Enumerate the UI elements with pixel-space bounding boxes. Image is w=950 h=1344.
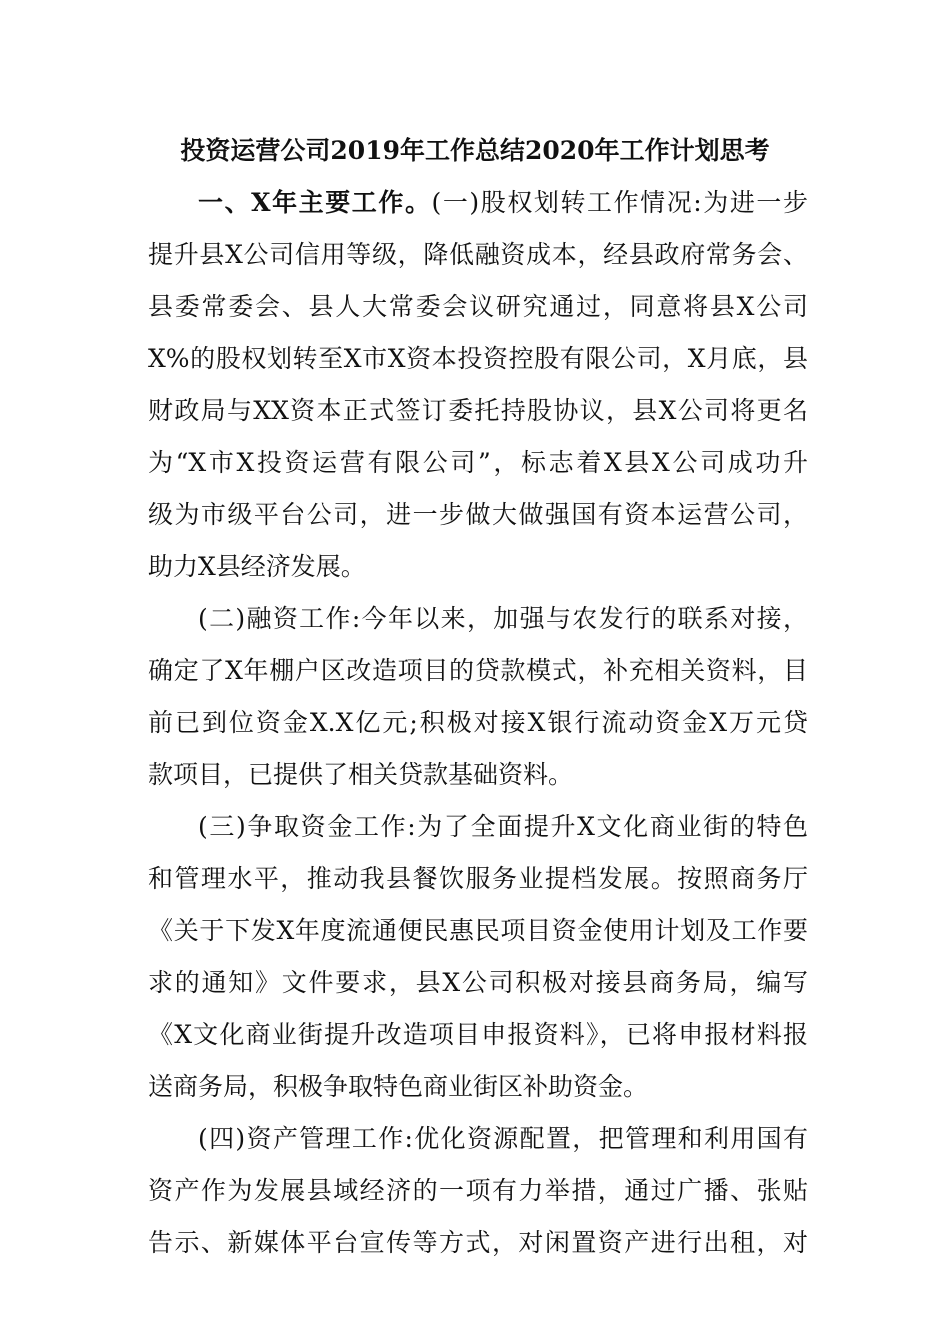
paragraph-line: 资产作为发展县域经济的一项有力举措，通过广播、张贴 — [148, 1176, 808, 1205]
paragraph-line: 确定了X年棚户区改造项目的贷款模式，补充相关资料，目 — [148, 656, 808, 685]
paragraph-line: 款项目，已提供了相关贷款基础资料。 — [148, 760, 574, 789]
paragraph-line: 《关于下发X年度流通便民惠民项目资金使用计划及工作要 — [148, 916, 808, 945]
paragraph-line: 助力X县经济发展。 — [148, 552, 366, 581]
paragraph-line: 级为市级平台公司，进一步做大做强国有资本运营公司， — [148, 500, 808, 529]
paragraph-line: 前已到位资金X.X亿元;积极对接X银行流动资金X万元贷 — [148, 708, 808, 737]
paragraph-line: (三)争取资金工作:为了全面提升X文化商业街的特色 — [198, 812, 808, 841]
paragraph-line: 提升县X公司信用等级，降低融资成本，经县政府常务会、 — [148, 240, 808, 269]
paragraph-line: 财政局与XX资本正式签订委托持股协议，县X公司将更名 — [148, 396, 808, 425]
paragraph-line: 告示、新媒体平台宣传等方式，对闲置资产进行出租，对 — [148, 1228, 808, 1257]
paragraph-line: 《X文化商业街提升改造项目申报资料》，已将申报材料报 — [148, 1020, 808, 1049]
paragraph-line: (四)资产管理工作:优化资源配置，把管理和利用国有 — [198, 1124, 808, 1153]
paragraph-line: 和管理水平，推动我县餐饮服务业提档发展。按照商务厅 — [148, 864, 808, 893]
paragraph-line: 送商务局，积极争取特色商业街区补助资金。 — [148, 1072, 649, 1101]
document-title: 投资运营公司2019年工作总结2020年工作计划思考 — [180, 136, 770, 165]
paragraph-line: 县委常委会、县人大常委会议研究通过，同意将县X公司 — [148, 292, 808, 321]
section-heading: 一、X年主要工作。 — [198, 188, 432, 217]
paragraph-line: (二)融资工作:今年以来，加强与农发行的联系对接， — [198, 604, 808, 633]
paragraph-line — [198, 183, 808, 223]
paragraph-line: 求的通知》文件要求，县X公司积极对接县商务局，编写 — [148, 968, 808, 997]
paragraph-line: 为“X市X投资运营有限公司”，标志着X县X公司成功升 — [148, 448, 808, 477]
paragraph-text: (一)股权划转工作情况:为进一步 — [431, 188, 808, 217]
paragraph-line: X%的股权划转至X市X资本投资控股有限公司，X月底，县 — [148, 344, 808, 373]
